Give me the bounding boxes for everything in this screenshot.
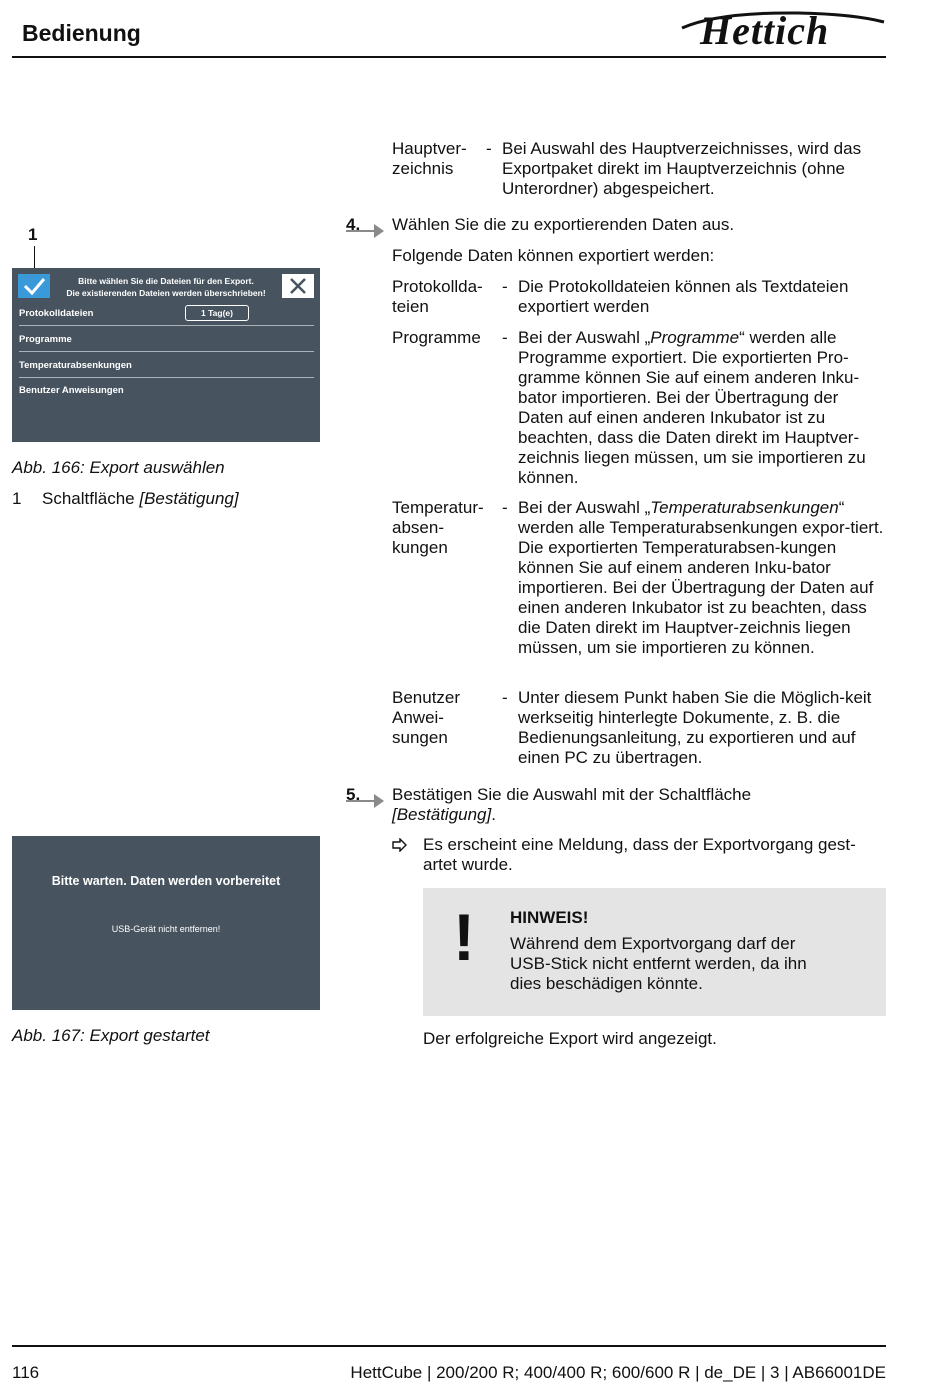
section-title: Bedienung — [22, 20, 141, 46]
entry-dash: - — [486, 139, 492, 158]
step-5-number: 5. — [346, 785, 361, 804]
entry-dash: - — [502, 277, 508, 296]
figure-166-caption: Abb. 166: Export auswählen — [12, 458, 225, 477]
list-item-temperaturabsenkungen[interactable]: Temperaturabsenkungen — [19, 360, 132, 371]
emphasis-temperaturabsenkungen: Temperaturabsenkungen — [650, 498, 839, 517]
callout-number: 1 — [28, 225, 38, 244]
divider — [19, 351, 314, 352]
entry-definition-benutzer-anweisungen: Unter diesem Punkt haben Sie die Möglich-keit werkseitig hinterlegte Dokumente, z. B. die Bedienungsanleitung, zu exportieren und auf einen PC zu übertragen. — [518, 688, 872, 767]
note-box — [423, 888, 886, 1016]
hettich-logo — [678, 4, 888, 52]
entry-dash: - — [502, 498, 508, 517]
check-icon — [18, 274, 50, 298]
note-text: Während dem Exportvorgang darf der USB-Stick nicht entfernt werden, da ihn dies beschädigen könnte. — [510, 934, 807, 993]
success-text: Der erfolgreiche Export wird angezeigt. — [423, 1029, 717, 1048]
screen-message: Bitte wählen Sie die Dateien für den Export. Die existierenden Dateien werden überschrieben! — [66, 276, 266, 298]
list-item-protokolldateien[interactable]: Protokolldateien — [19, 308, 94, 319]
header-rule — [12, 56, 886, 58]
figure-167-caption: Abb. 167: Export gestartet — [12, 1026, 210, 1045]
step-arrow-icon — [346, 222, 386, 238]
export-progress-screen — [12, 836, 320, 1010]
result-arrow-icon — [392, 838, 408, 852]
footer-rule — [12, 1345, 886, 1347]
page-number: 116 — [12, 1363, 40, 1382]
note-title: HINWEIS! — [510, 908, 589, 927]
entry-term-temperaturabsenkungen: Temperatur- absen- kungen — [392, 498, 484, 557]
step-arrow-icon — [346, 792, 386, 808]
list-item-benutzer-anweisungen[interactable]: Benutzer Anweisungen — [19, 385, 124, 396]
entry-term-benutzer-anweisungen: Benutzer Anwei- sungen — [392, 688, 461, 747]
screen-title: Bitte warten. Daten werden vorbereitet — [51, 874, 281, 888]
divider — [19, 325, 314, 326]
export-select-screen — [12, 268, 320, 442]
screen-subtitle: USB-Gerät nicht entfernen! — [111, 924, 221, 934]
entry-term-programme: Programme — [392, 328, 481, 347]
emphasis-programme: Programme — [650, 328, 740, 347]
step-4-subtext: Folgende Daten können exportiert werden: — [392, 246, 715, 265]
step-5-text: Bestätigen Sie die Auswahl mit der Schaltfläche [Bestätigung]. — [392, 785, 752, 824]
confirm-button[interactable] — [18, 274, 50, 298]
figure-166-legend: Schaltfläche [Bestätigung] — [42, 489, 239, 508]
step-5-result: Es erscheint eine Meldung, dass der Exportvorgang gest-artet wurde. — [423, 835, 856, 874]
entry-term-hauptverzeichnis: Hauptver- zeichnis — [392, 139, 467, 178]
exclamation-icon: ! — [453, 900, 475, 974]
list-item-programme[interactable]: Programme — [19, 334, 72, 345]
cancel-button[interactable] — [282, 274, 314, 298]
figure-166-legend-number: 1 — [12, 489, 22, 508]
entry-dash: - — [502, 688, 508, 707]
days-dropdown[interactable]: 1 Tag(e) — [185, 305, 249, 321]
entry-definition-hauptverzeichnis: Bei Auswahl des Hauptverzeichnisses, wird das Exportpaket direkt im Hauptverzeichnis (ohne Unterordner) abgespeichert. — [502, 139, 862, 198]
entry-definition-temperaturabsenkungen: Bei der Auswahl „Temperaturabsenkungen“ werden alle Temperaturabsenkungen expor-tiert. Die exportierten Temperaturabsen-kungen können Sie auf einem anderen Inku-bator importieren. Bei der Übertragung der Daten auf einen anderen Inkubator ist zu beachten, dass die Daten direkt im Hauptver-zeichnis liegen müssen, um sie importieren zu können. — [518, 498, 884, 657]
entry-term-protokolldateien: Protokollda- teien — [392, 277, 483, 316]
divider — [19, 377, 314, 378]
step-4-number: 4. — [346, 215, 361, 234]
entry-dash: - — [502, 328, 508, 347]
button-reference: [Bestätigung] — [392, 805, 492, 824]
entry-definition-protokolldateien: Die Protokolldateien können als Textdateien exportiert werden — [518, 277, 849, 316]
entry-definition-programme: Bei der Auswahl „Programme“ werden alle Programme exportiert. Die exportierten Pro-gramme können Sie auf einem anderen Inku-bator importieren. Bei der Übertragung der Daten auf einen anderen Inkubator ist zu beachten, dass die Daten direkt im Hauptver-zeichnis liegen müssen, um sie importieren zu können. — [518, 328, 866, 487]
document-info: HettCube | 200/200 R; 400/400 R; 600/600 R | de_DE | 3 | AB66001DE — [350, 1363, 886, 1382]
svg-text:Hettich: Hettich — [700, 8, 830, 52]
close-icon — [282, 274, 314, 298]
step-4-text: Wählen Sie die zu exportierenden Daten aus. — [392, 215, 735, 234]
